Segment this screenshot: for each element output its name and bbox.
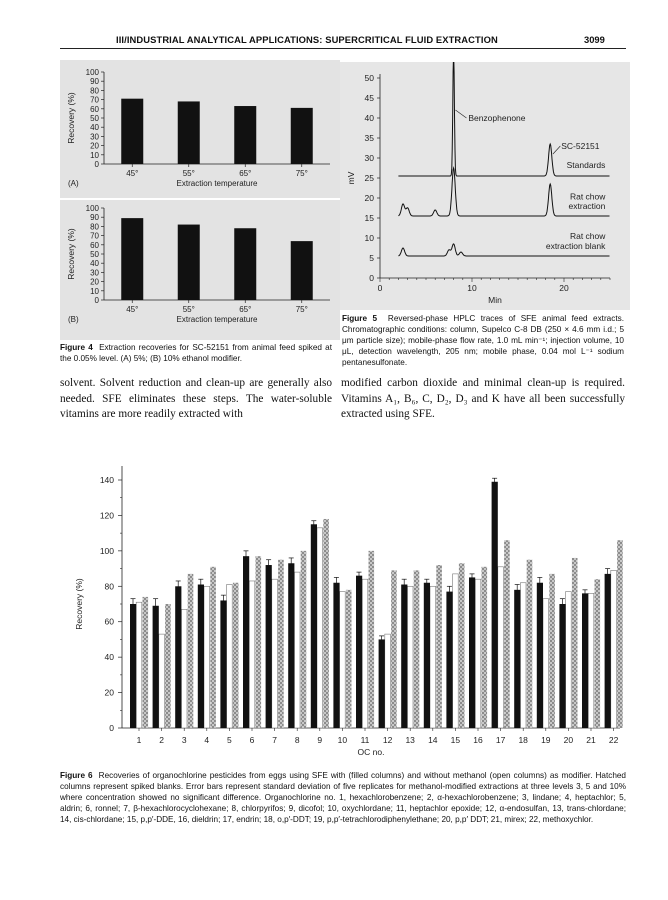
figure-6-x-tick-label: 1	[136, 735, 142, 745]
figure-6-x-tick-label: 16	[473, 735, 483, 745]
figure-6-x-tick-label: 3	[181, 735, 187, 745]
figure-4-y-tick-label: 60	[90, 240, 99, 250]
figure-4-y-axis-label: Recovery (%)	[66, 228, 76, 280]
figure-6-bar-filled	[356, 576, 362, 728]
figure-6-bar-filled	[220, 600, 226, 728]
figure-6-x-tick-label: 17	[495, 735, 506, 745]
figure-4-x-tick-label: 65°	[239, 169, 252, 178]
figure-6-bar-filled	[605, 574, 611, 728]
figure-4-caption-text: Extraction recoveries for SC-52151 from animal feed spiked at the 0.05% level. (A) 5%; (B) 10% ethanol modifier.	[60, 343, 332, 363]
figure-6-bar-hatched	[369, 551, 375, 728]
body-text-left: solvent. Solvent reduction and clean-up are generally also needed. SFE eliminates these steps. The water-soluble vitamins are more readily extracted with	[60, 377, 332, 420]
figure-6-x-tick-label: 6	[249, 735, 255, 745]
figure-4-y-tick-label: 40	[90, 259, 99, 269]
figure-6-x-tick-label: 2	[159, 735, 164, 745]
figure-6-bar-open	[566, 592, 572, 728]
figure-4-y-tick-label: 100	[85, 204, 99, 213]
figure-5-y-tick-label: 45	[364, 93, 374, 103]
running-header-title: III/INDUSTRIAL ANALYTICAL APPLICATIONS: SUPERCRITICAL FLUID EXTRACTION	[116, 34, 498, 45]
figure-5-y-tick-label: 40	[364, 113, 374, 123]
figure-5-y-tick-label: 5	[369, 253, 374, 263]
figure-6-x-tick-label: 13	[405, 735, 415, 745]
figure-5-y-tick-label: 30	[364, 153, 374, 163]
figure-6-plot	[74, 466, 623, 757]
figure-4-y-tick-label: 70	[90, 231, 99, 241]
figure-6-bar-open	[294, 572, 300, 728]
figure-6-bar-open	[249, 581, 255, 728]
figure-6-bar-open	[385, 634, 391, 728]
figure-6-bar-open	[227, 585, 233, 728]
figure-4-y-tick-label: 80	[90, 222, 99, 232]
figure-6-bar-hatched	[595, 579, 601, 728]
figure-5-y-tick-label: 10	[364, 233, 374, 243]
figure-6-bar-filled	[424, 583, 430, 728]
figure-6-bar-open	[588, 593, 594, 728]
figure-6-x-tick-label: 19	[541, 735, 551, 745]
figure-6-bar-filled	[243, 556, 249, 728]
figure-6-bar-open	[498, 567, 504, 728]
figure-4-y-tick-label: 30	[90, 132, 99, 142]
figure-6-y-axis-label: Recovery (%)	[74, 578, 84, 630]
figure-6-bar-filled	[130, 604, 136, 728]
figure-6-bar-hatched	[233, 583, 239, 728]
figure-6-bar-open	[430, 586, 436, 728]
body-text-right: modified carbon dioxide and minimal clean-up is required. Vitamins A₁, B₆, C, D₂, D₃ and K have all been successfully extracted using SFE.	[341, 377, 625, 420]
figure-6-bar-open	[181, 609, 187, 728]
figure-6-caption-text: Recoveries of organochlorine pesticides from eggs using SFE with (filled columns) and without methanol (open columns) as modifier. Hatched columns represent spiked blanks. Error bars represent standard deviation of five replicates for methanol-modified extractions at three levels 3, 5 and 10% where concentration showed no significant difference. Organochlorine no. 1, hexachlorobenzene; 2, α-hexachlorobenzene; 3, lindane; 4, heptachlor; 5, aldrin; 6, ronnel; 7, β-hexachlorocyclohexane; 8, chlorpyrifos; 9, dicofol; 10, oxychlordane; 11, heptachlor epoxide; 12, α-endosulfan, 13, trans-chlordane; 14, cis-chlordane; 15, p,p′-DDE, 16, dieldrin; 17, endrin; 18, o,p′-DDT; 19, p,p′-tetrachlorodiphenylethane; 20, p,p′ DDT; 21, mirex; 22, methoxychlor.	[60, 771, 626, 824]
figure-4-y-axis-label: Recovery (%)	[66, 92, 76, 144]
figure-5-y-tick-label: 0	[369, 273, 374, 283]
figure-4-y-tick-label: 20	[90, 141, 99, 151]
figure-5-caption-text: Reversed-phase HPLC traces of SFE animal feed extracts. Chromatographic conditions: column, Supelco C-8 DB (250 × 4.6 mm i.d.; 5 μm particle size); mobile-phase flow rate, 1.0 mL min⁻¹; injection volume, 10 μL, detection wavelength, 205 nm; mobile phase, 0.04 mol L⁻¹ sodium pentanesulfonate.	[342, 314, 624, 367]
figure-4-panel-label: (A)	[68, 179, 79, 188]
page-number: 3099	[584, 34, 605, 45]
figure-6-bar-open	[453, 574, 459, 728]
figure-6-x-tick-label: 22	[608, 735, 619, 745]
figure-4-x-tick-label: 65°	[239, 305, 252, 314]
figure-4-panel-label: (B)	[68, 315, 79, 324]
figure-4-x-tick-label: 45°	[126, 169, 139, 178]
figure-6-y-tick-label: 120	[99, 510, 114, 521]
figure-6-bar-hatched	[482, 567, 488, 728]
figure-4-y-tick-label: 20	[90, 277, 99, 287]
figure-5-x-axis-label: Min	[488, 295, 502, 305]
figure-5-caption-label: Figure 5	[342, 314, 378, 323]
figure-6-bar-open	[611, 570, 617, 728]
figure-6-bar-filled	[469, 577, 475, 728]
figure-5-y-tick-label: 25	[364, 173, 374, 183]
figure-4-y-tick-label: 90	[90, 213, 99, 223]
figure-6-x-tick-label: 9	[317, 735, 323, 745]
figure-6-bar-filled	[153, 606, 159, 728]
figure-5-label-standards: Standards	[566, 160, 606, 170]
figure-6-bar-filled	[175, 586, 181, 728]
figure-4-caption-label: Figure 4	[60, 343, 93, 352]
figure-4-x-tick-label: 55°	[182, 169, 195, 178]
figure-6-bar-filled	[582, 593, 588, 728]
figure-6-bar-hatched	[323, 519, 329, 728]
figure-6-bar-open	[520, 583, 526, 728]
figure-4-bar	[291, 108, 313, 164]
figure-4-bar	[178, 101, 200, 164]
figure-6-bar-hatched	[346, 590, 352, 728]
figure-6-bar-open	[159, 634, 165, 728]
figure-6-bar-hatched	[527, 560, 533, 728]
figure-6-bar-hatched	[143, 597, 149, 728]
figure-6-bar-hatched	[165, 604, 171, 728]
figure-4-x-tick-label: 75°	[295, 169, 308, 178]
figure-4-y-tick-label: 40	[90, 123, 99, 133]
figure-6-bar-hatched	[504, 540, 510, 728]
figure-6-bar-filled	[333, 583, 339, 728]
figure-4-y-tick-label: 0	[94, 160, 99, 169]
figure-6-bar-hatched	[414, 570, 420, 728]
figure-5-x-tick-label: 0	[377, 283, 383, 293]
figure-6-bar-filled	[266, 565, 272, 728]
figure-6-chart	[60, 458, 626, 768]
figure-6-bar-filled	[514, 590, 520, 728]
figure-6-bar-filled	[446, 592, 452, 728]
figure-4-x-axis-label: Extraction temperature	[176, 315, 258, 324]
figure-4-y-tick-label: 60	[90, 104, 99, 114]
figure-4-bar	[121, 99, 143, 164]
figure-5-y-axis-label: mV	[346, 171, 356, 185]
figure-6-bar-hatched	[572, 558, 578, 728]
figure-6-bar-hatched	[391, 570, 397, 728]
figure-5-y-tick-label: 15	[364, 213, 374, 223]
figure-6-x-tick-label: 10	[337, 735, 348, 745]
figure-6-bar-open	[362, 579, 368, 728]
figure-6-x-tick-label: 21	[586, 735, 596, 745]
figure-4-y-tick-label: 10	[90, 286, 99, 296]
figure-6-x-tick-label: 18	[518, 735, 528, 745]
figure-6-bar-hatched	[210, 567, 216, 728]
figure-6-bar-hatched	[549, 574, 555, 728]
figure-6-bar-filled	[311, 524, 317, 728]
figure-6-bar-hatched	[278, 560, 284, 728]
figure-5-label-ratchow: Rat chow	[569, 191, 606, 202]
figure-6-bar-filled	[379, 639, 385, 728]
figure-4-y-tick-label: 90	[90, 77, 99, 87]
figure-6-x-tick-label: 20	[563, 735, 574, 745]
figure-5-x-tick-label: 20	[559, 283, 569, 293]
figure-4-y-tick-label: 70	[90, 95, 99, 105]
figure-6-x-tick-label: 7	[272, 735, 277, 745]
figure-6-x-tick-label: 15	[450, 735, 461, 745]
figure-6-x-axis-label: OC no.	[357, 747, 385, 757]
figure-6-bar-open	[543, 599, 549, 728]
figure-4-bar	[178, 225, 200, 300]
figure-4-caption	[60, 342, 332, 364]
figure-6-y-tick-label: 0	[109, 723, 114, 733]
figure-6-bar-open	[317, 528, 323, 728]
figure-6-bar-open	[204, 586, 210, 728]
figure-4-x-tick-label: 45°	[126, 305, 139, 314]
figure-4-y-tick-label: 0	[94, 296, 99, 305]
figure-6-bar-open	[407, 586, 413, 728]
figure-6-bar-hatched	[617, 540, 623, 728]
figure-6-y-tick-label: 80	[104, 581, 114, 592]
figure-5-y-tick-label: 20	[364, 193, 374, 203]
figure-6-bar-hatched	[188, 574, 194, 728]
figure-6-x-tick-label: 8	[294, 735, 300, 745]
figure-5-label-ratchow-extraction: extraction	[568, 201, 606, 212]
figure-6-bar-open	[136, 602, 142, 728]
figure-6-x-tick-label: 5	[227, 735, 232, 745]
figure-6-bar-open	[272, 579, 278, 728]
figure-6-x-tick-label: 14	[428, 735, 438, 745]
figure-4-y-tick-label: 50	[90, 114, 99, 123]
figure-4-bar	[234, 228, 256, 300]
figure-5-x-tick-label: 10	[467, 283, 477, 293]
figure-4-x-tick-label: 75°	[295, 305, 308, 314]
figure-6-x-tick-label: 12	[382, 735, 393, 745]
figure-4-y-tick-label: 10	[90, 150, 99, 160]
figure-4-y-tick-label: 80	[90, 86, 99, 96]
figure-6-bar-filled	[559, 604, 565, 728]
header-rule	[60, 48, 626, 49]
figure-4-y-tick-label: 30	[90, 268, 99, 278]
figure-6-bar-hatched	[459, 563, 465, 728]
figure-6-bar-filled	[401, 585, 407, 728]
figure-4-x-tick-label: 55°	[182, 305, 195, 314]
figure-6-y-tick-label: 40	[104, 652, 114, 663]
figure-6-bar-hatched	[301, 551, 307, 728]
figure-6-y-tick-label: 100	[99, 545, 114, 556]
figure-5-y-tick-label: 50	[364, 73, 374, 83]
figure-6-bar-hatched	[436, 565, 442, 728]
figure-5-caption	[342, 313, 624, 368]
figure-6-y-tick-label: 20	[104, 687, 114, 698]
figure-6-x-tick-label: 11	[360, 735, 370, 745]
figure-5-y-tick-label: 35	[364, 133, 374, 143]
figure-6-y-tick-label: 60	[104, 616, 114, 627]
figure-6-bar-filled	[492, 482, 498, 728]
figure-6-bar-filled	[537, 583, 543, 728]
figure-6-bar-hatched	[256, 556, 262, 728]
figure-5-label-benzophenone: Benzophenone	[468, 113, 526, 124]
figure-4-y-tick-label: 100	[85, 68, 99, 77]
figure-6-caption-label: Figure 6	[60, 771, 93, 780]
figure-6-caption	[60, 770, 626, 825]
figure-5-chart	[340, 62, 630, 310]
figure-4-chart	[60, 60, 340, 345]
figure-6-y-tick-label: 140	[99, 475, 114, 485]
figure-4-bar	[234, 106, 256, 164]
figure-5-label-sc: SC-52151	[561, 140, 600, 151]
figure-4-y-tick-label: 50	[90, 250, 99, 259]
figure-4-bar	[121, 218, 143, 300]
figure-4-bar	[291, 241, 313, 300]
figure-6-bar-filled	[198, 585, 204, 728]
figure-6-bar-open	[340, 592, 346, 728]
figure-6-bar-open	[475, 579, 481, 728]
figure-6-x-tick-label: 4	[204, 735, 210, 745]
figure-5-bg	[340, 62, 630, 310]
figure-6-bar-filled	[288, 563, 294, 728]
figure-4-x-axis-label: Extraction temperature	[176, 179, 258, 188]
figure-5-label-blank-extraction: extraction blank	[545, 240, 606, 251]
figure-5-label-blank: Rat chow	[569, 231, 606, 242]
